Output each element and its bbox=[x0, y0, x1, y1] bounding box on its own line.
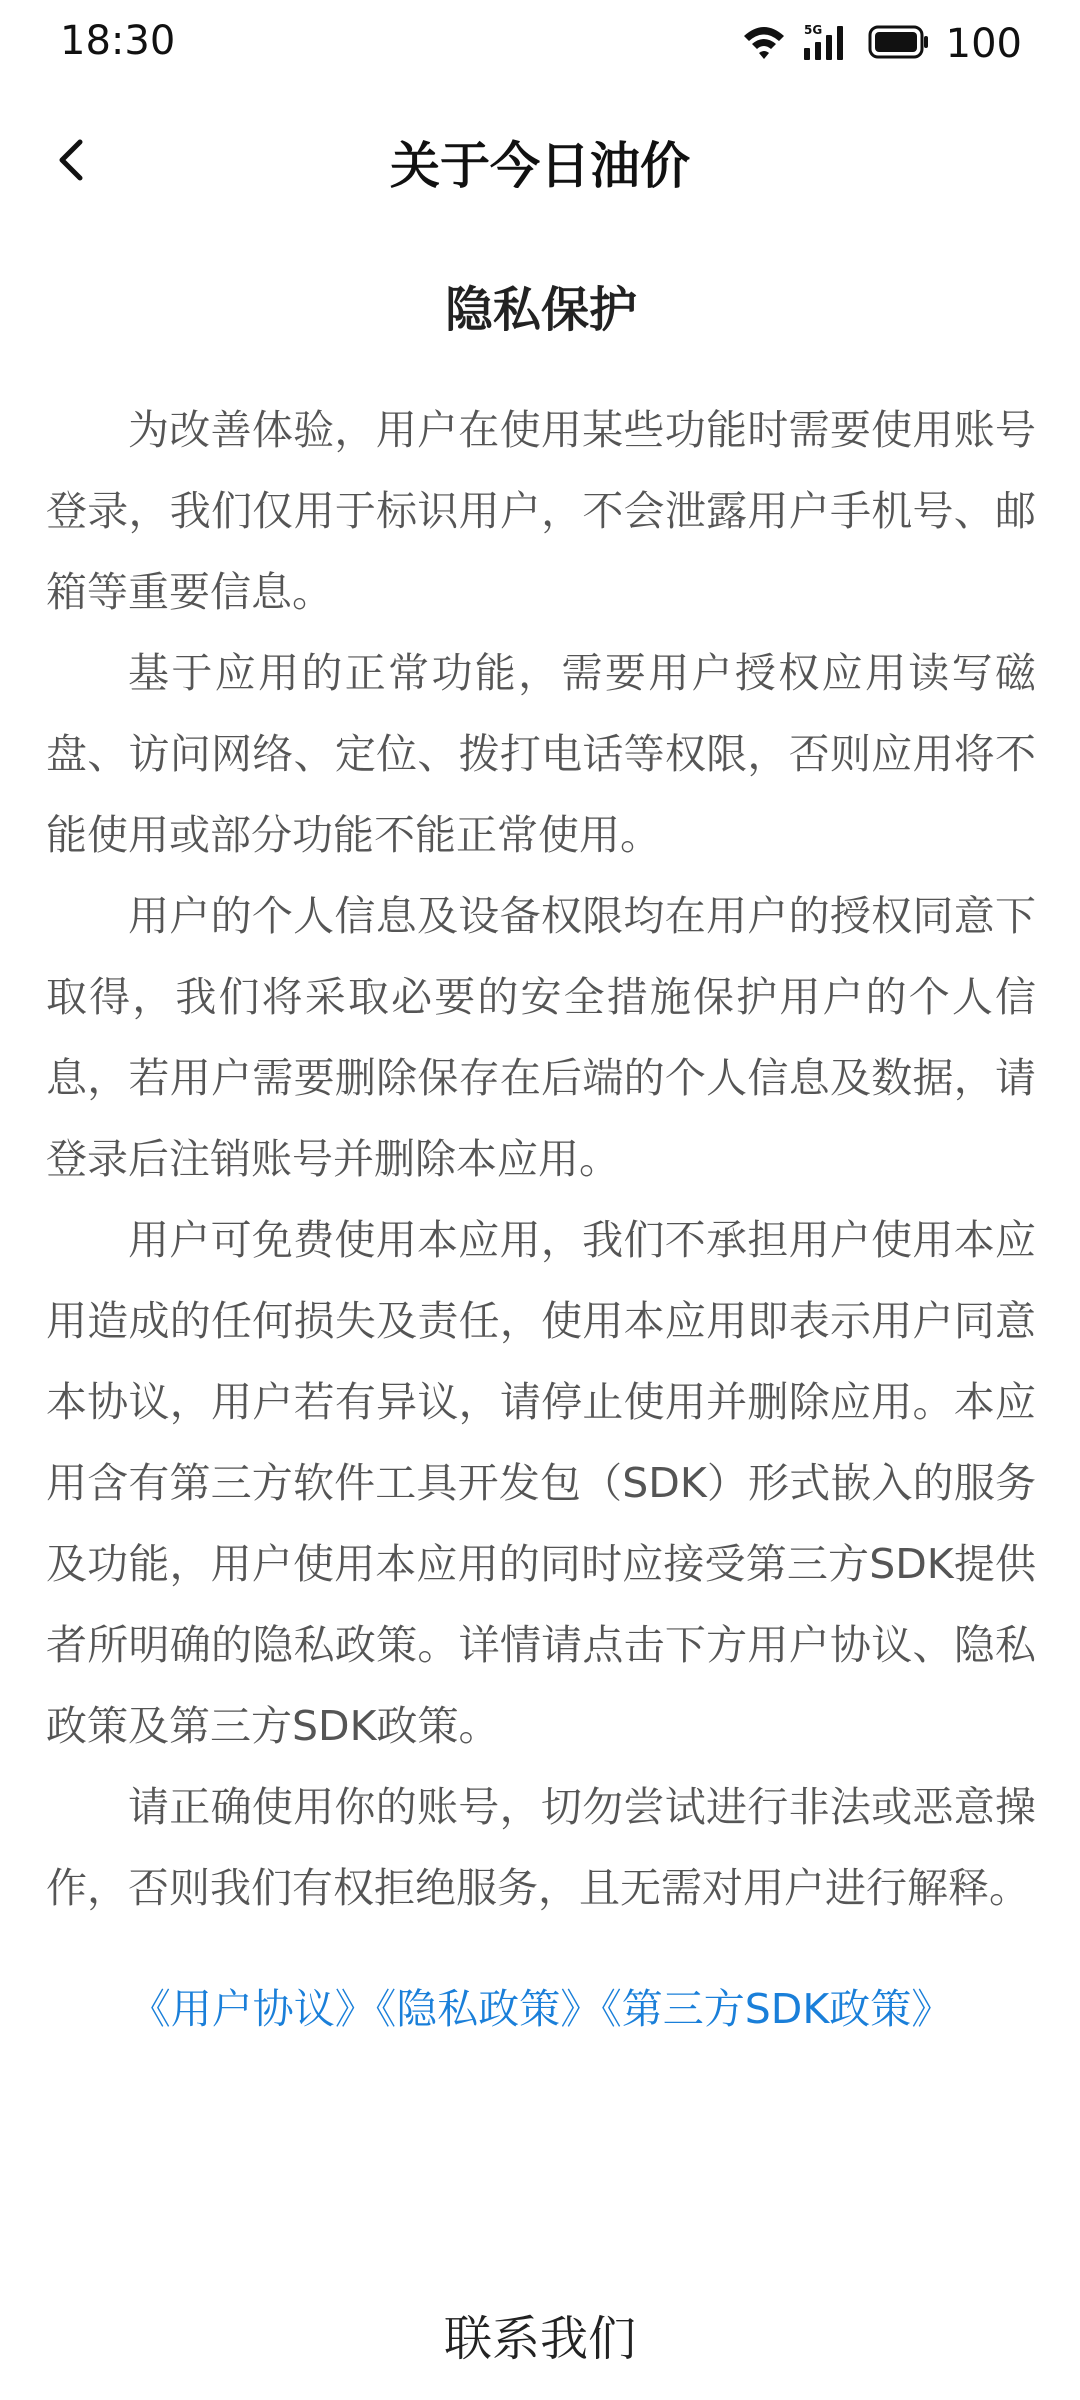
about-content bbox=[46, 260, 1036, 2050]
privacy-paragraph: 为改善体验，用户在使用某些功能时需要使用账号登录，我们仅用于标识用户，不会泄露用户手机号、邮箱等重要信息。 bbox=[46, 406, 1036, 616]
privacy-paragraph: 用户可免费使用本应用，我们不承担用户使用本应用造成的任何损失及责任，使用本应用即表示用户同意本协议，用户若有异议，请停止使用并删除应用。本应用含有第三方软件工具开发包（SDK）形式嵌入的服务及功能，用户使用本应用的同时应接受第三方SDK提供者所明确的隐私政策。详情请点击下方用户协议、隐私政策及第三方SDK政策。 bbox=[46, 1216, 1036, 1750]
status-icons bbox=[742, 20, 1022, 68]
user-agreement-link[interactable]: 《用户协议》 bbox=[129, 1985, 376, 2033]
cellular-signal-icon bbox=[802, 22, 852, 66]
privacy-paragraph: 请正确使用你的账号，切勿尝试进行非法或恶意操作，否则我们有权拒绝服务，且无需对用户进行解释。 bbox=[46, 1783, 1036, 1912]
privacy-paragraph: 基于应用的正常功能，需要用户授权应用读写磁盘、访问网络、定位、拨打电话等权限，否则应用将不能使用或部分功能不能正常使用。 bbox=[46, 649, 1036, 859]
network-type-label: 5G bbox=[803, 23, 822, 37]
page-title: 关于今日油价 bbox=[390, 137, 690, 195]
privacy-policy-link[interactable]: 《隐私政策》 bbox=[375, 1985, 602, 2033]
privacy-paragraphs bbox=[46, 390, 1036, 1929]
privacy-paragraph: 用户的个人信息及设备权限均在用户的授权同意下取得，我们将采取必要的安全措施保护用户的个人信息，若用户需要删除保存在后端的个人信息及数据，请登录后注销账号并删除本应用。 bbox=[46, 892, 1036, 1183]
battery-level: 100 bbox=[945, 21, 1022, 67]
wifi-icon bbox=[742, 22, 786, 66]
privacy-section-title: 隐私保护 bbox=[444, 282, 637, 338]
navigation-bar bbox=[0, 100, 1080, 220]
status-time: 18:30 bbox=[60, 18, 176, 64]
contact-section-title: 联系我们 bbox=[443, 2311, 636, 2367]
status-bar bbox=[0, 0, 1080, 88]
policy-links bbox=[46, 1969, 1036, 2050]
battery-icon bbox=[868, 24, 930, 64]
third-party-sdk-policy-link[interactable]: 《第三方SDK政策》 bbox=[601, 1985, 953, 2033]
